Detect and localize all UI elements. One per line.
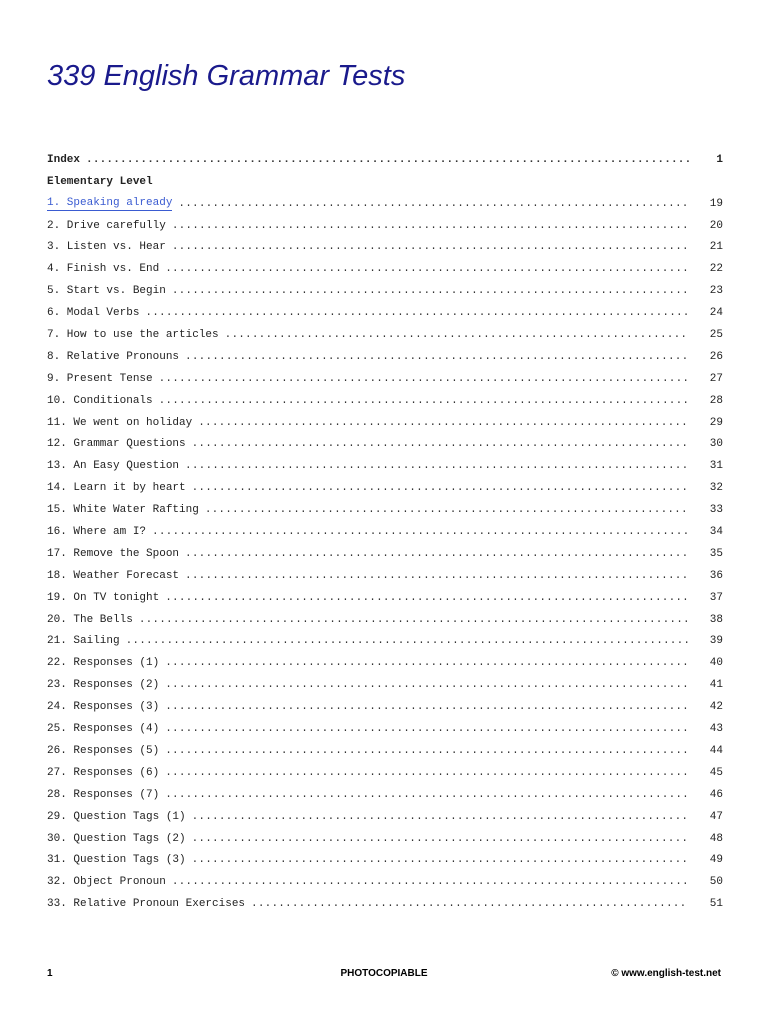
toc-entry-label: 13. An Easy Question <box>47 460 180 473</box>
dot-leader <box>159 372 689 386</box>
toc-entry <box>47 364 723 386</box>
toc-entry-label: 2. Drive carefully <box>47 219 166 232</box>
toc-entry-page: 19 <box>709 197 723 210</box>
toc-entry-page: 47 <box>709 810 723 823</box>
toc-entry-label: 26. Responses (5) <box>47 744 160 757</box>
toc-entry-label: 17. Remove the Spoon <box>47 547 180 560</box>
toc-index-label: Index <box>47 153 81 166</box>
toc-entry-label: 20. The Bells <box>47 613 133 626</box>
toc-entry <box>47 298 723 320</box>
dot-leader <box>165 591 689 605</box>
dot-leader <box>172 875 689 889</box>
toc-entry-label: 32. Object Pronoun <box>47 876 166 889</box>
toc-index-page: 1 <box>716 153 723 166</box>
dot-leader <box>165 656 689 670</box>
dot-leader <box>172 284 689 298</box>
toc-entry <box>47 605 723 627</box>
toc-entry-label: 7. How to use the articles <box>47 329 219 342</box>
toc-entry-page: 43 <box>709 723 723 736</box>
toc-entry-page: 29 <box>709 416 723 429</box>
toc-entry <box>47 736 723 758</box>
toc-entry-page: 22 <box>709 263 723 276</box>
document-title: 339 English Grammar Tests <box>47 60 406 92</box>
toc-entry-link[interactable]: 1. Speaking already <box>47 196 173 209</box>
dot-leader <box>198 416 689 430</box>
toc-entry-label: 9. Present Tense <box>47 372 153 385</box>
section-heading-row <box>47 167 723 189</box>
dot-leader <box>152 525 689 539</box>
toc-entry-label: 4. Finish vs. End <box>47 263 160 276</box>
toc-entry <box>47 539 723 561</box>
toc-entry <box>47 320 723 342</box>
toc-entry-page: 40 <box>709 657 723 670</box>
dot-leader <box>192 853 689 867</box>
toc-entry-label: 28. Responses (7) <box>47 788 160 801</box>
toc-entry-page: 44 <box>709 744 723 757</box>
dot-leader <box>165 744 689 758</box>
toc-entry <box>47 692 723 714</box>
dot-leader <box>192 832 689 846</box>
toc-entry-page: 28 <box>709 394 723 407</box>
dot-leader <box>165 722 689 736</box>
dot-leader <box>225 328 689 342</box>
toc-entry <box>47 254 723 276</box>
toc-entry <box>47 714 723 736</box>
toc-entry-label: 27. Responses (6) <box>47 766 160 779</box>
toc-entry-page: 49 <box>709 854 723 867</box>
dot-leader <box>165 678 689 692</box>
dot-leader <box>192 810 689 824</box>
dot-leader <box>205 503 689 517</box>
toc-entry-label: 31. Question Tags (3) <box>47 854 186 867</box>
toc-entry-page: 38 <box>709 613 723 626</box>
toc-entry-page: 23 <box>709 285 723 298</box>
toc-entry-page: 26 <box>709 350 723 363</box>
toc-entry-page: 20 <box>709 219 723 232</box>
toc-entry <box>47 889 723 911</box>
dot-leader <box>185 350 689 364</box>
toc-entry-page: 39 <box>709 635 723 648</box>
toc-entry <box>47 430 723 452</box>
toc-entry-label: 21. Sailing <box>47 635 120 648</box>
toc-entry <box>47 780 723 802</box>
section-heading: Elementary Level <box>47 175 153 188</box>
toc-entry <box>47 846 723 868</box>
toc-entry-label: 16. Where am I? <box>47 526 147 539</box>
dot-leader <box>126 634 689 648</box>
dot-leader <box>86 153 689 167</box>
toc-entry-label: 22. Responses (1) <box>47 657 160 670</box>
toc-entry-page: 37 <box>709 591 723 604</box>
dot-leader <box>185 459 689 473</box>
toc-entry-page: 45 <box>709 766 723 779</box>
dot-leader <box>172 240 689 254</box>
toc-entry-label: 29. Question Tags (1) <box>47 810 186 823</box>
toc-entry-page: 24 <box>709 307 723 320</box>
toc-entry <box>47 211 723 233</box>
toc-entry[interactable] <box>47 189 723 211</box>
dot-leader <box>165 262 689 276</box>
toc-entry-label: 5. Start vs. Begin <box>47 285 166 298</box>
footer-photocopiable: PHOTOCOPIABLE <box>340 968 428 979</box>
toc-entry-label: 30. Question Tags (2) <box>47 832 186 845</box>
toc-entry-label: 10. Conditionals <box>47 394 153 407</box>
dot-leader <box>159 394 689 408</box>
toc-entry-label: 33. Relative Pronoun Exercises <box>47 898 246 911</box>
toc-entry-page: 35 <box>709 547 723 560</box>
toc-entry <box>47 867 723 889</box>
toc-entry <box>47 824 723 846</box>
toc-entry <box>47 758 723 780</box>
toc-index-row <box>47 145 723 167</box>
footer-copyright: © www.english-test.net <box>611 968 721 979</box>
toc-entry-page: 32 <box>709 482 723 495</box>
dot-leader <box>165 788 689 802</box>
toc-entry-label: 18. Weather Forecast <box>47 569 180 582</box>
dot-leader <box>192 481 689 495</box>
toc-entry-page: 51 <box>709 898 723 911</box>
toc-entry-page: 48 <box>709 832 723 845</box>
toc-entry-label: 14. Learn it by heart <box>47 482 186 495</box>
dot-leader <box>145 306 689 320</box>
dot-leader <box>185 569 689 583</box>
toc-entry <box>47 276 723 298</box>
dot-leader <box>165 700 689 714</box>
toc-entry-page: 21 <box>709 241 723 254</box>
toc-entry-page: 41 <box>709 679 723 692</box>
toc-entry <box>47 451 723 473</box>
toc-entry-page: 30 <box>709 438 723 451</box>
toc-entry-label: 15. White Water Rafting <box>47 504 199 517</box>
toc-entry <box>47 627 723 649</box>
toc-entry <box>47 802 723 824</box>
toc-entry-label: 24. Responses (3) <box>47 701 160 714</box>
toc-entry <box>47 561 723 583</box>
footer-page-number: 1 <box>47 968 53 979</box>
toc-entry-page: 27 <box>709 372 723 385</box>
dot-leader <box>165 766 689 780</box>
toc-entry-page: 31 <box>709 460 723 473</box>
toc-entry-label: 23. Responses (2) <box>47 679 160 692</box>
toc-entry-page: 33 <box>709 504 723 517</box>
dot-leader <box>192 437 689 451</box>
table-of-contents <box>47 145 723 911</box>
toc-entry-label: 25. Responses (4) <box>47 723 160 736</box>
toc-entry-page: 25 <box>709 329 723 342</box>
toc-entry <box>47 670 723 692</box>
dot-leader <box>139 613 689 627</box>
toc-entry-label: 3. Listen vs. Hear <box>47 241 166 254</box>
toc-entry-page: 42 <box>709 701 723 714</box>
toc-entry-list <box>47 189 723 911</box>
dot-leader <box>172 219 689 233</box>
toc-entry <box>47 583 723 605</box>
dot-leader <box>178 197 689 211</box>
dot-leader <box>251 897 689 911</box>
toc-entry-page: 34 <box>709 526 723 539</box>
toc-entry <box>47 473 723 495</box>
toc-entry <box>47 386 723 408</box>
dot-leader <box>185 547 689 561</box>
toc-entry <box>47 342 723 364</box>
toc-entry <box>47 408 723 430</box>
toc-entry-page: 50 <box>709 876 723 889</box>
toc-entry-label: 8. Relative Pronouns <box>47 350 180 363</box>
toc-entry-label: 12. Grammar Questions <box>47 438 186 451</box>
toc-entry-page: 46 <box>709 788 723 801</box>
toc-entry <box>47 233 723 255</box>
toc-entry-label: 6. Modal Verbs <box>47 307 140 320</box>
toc-entry-page: 36 <box>709 569 723 582</box>
toc-entry <box>47 648 723 670</box>
toc-entry-label: 19. On TV tonight <box>47 591 160 604</box>
toc-entry <box>47 517 723 539</box>
toc-entry-label: 11. We went on holiday <box>47 416 193 429</box>
toc-entry <box>47 495 723 517</box>
